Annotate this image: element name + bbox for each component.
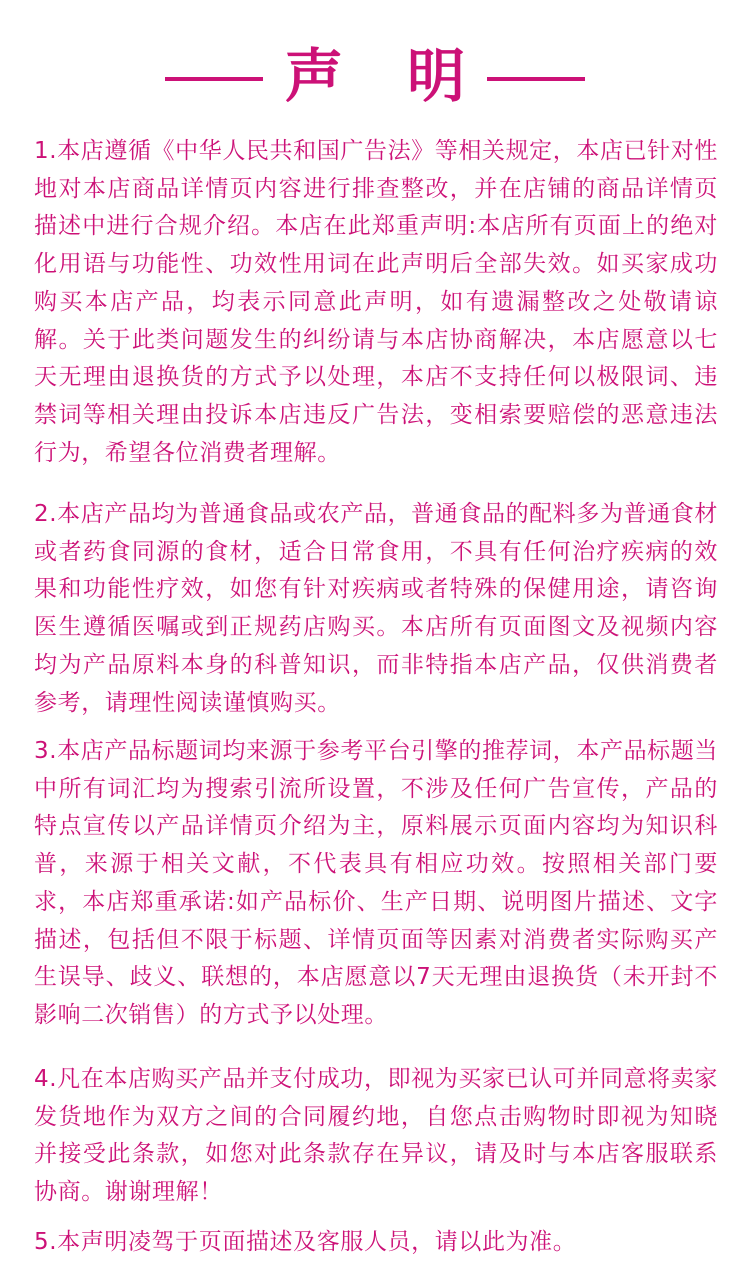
title-right-rule	[487, 77, 585, 81]
statement-paragraph-2: 2.本店产品均为普通食品或农产品，普通食品的配料多为普通食材或者药食同源的食材，适合日常食用，不具有任何治疗疾病的效果和功能性疗效，如您有针对疾病或者特殊的保健用途，请咨询医生遵循医嘱或到正规药店购买。本店所有页面图文及视频内容均为产品原料本身的科普知识，而非特指本店产品，仅供消费者参考，请理性阅读谨慎购买。	[34, 501, 718, 716]
statement-paragraph-1: 1.本店遵循《中华人民共和国广告法》等相关规定，本店已针对性地对本店商品详情页内容进行排查整改，并在店铺的商品详情页描述中进行合规介绍。本店在此郑重声明:本店所有页面上的绝对化用语与功能性、功效性用词在此声明后全部失效。如买家成功购买本店产品，均表示同意此声明，如有遗漏整改之处敬请谅解。关于此类问题发生的纠纷请与本店协商解决，本店愿意以七天无理由退换货的方式予以处理，本店不支持任何以极限词、违禁词等相关理由投诉本店违反广告法，变相索要赔偿的恶意违法行为，希望各位消费者理解。	[34, 138, 718, 466]
page-title: 声 明	[284, 42, 488, 110]
statement-paragraph-5: 5.本声明凌驾于页面描述及客服人员，请以此为准。	[34, 1229, 577, 1255]
statement-paragraph-4: 4.凡在本店购买产品并支付成功，即视为买家已认可并同意将卖家发货地作为双方之间的合同履约地，自您点击购物时即视为知晓并接受此条款，如您对此条款存在异议，请及时与本店客服联系协商。谢谢理解！	[34, 1066, 718, 1206]
page-header	[0, 36, 750, 116]
title-left-rule	[165, 77, 263, 81]
statement-paragraph-3: 3.本店产品标题词均来源于参考平台引擎的推荐词，本产品标题当中所有词汇均为搜索引流所设置，不涉及任何广告宣传，产品的特点宣传以产品详情页介绍为主，原料展示页面内容均为知识科普，来源于相关文献，不代表具有相应功效。按照相关部门要求，本店郑重承诺:如产品标价、生产日期、说明图片描述、文字描述，包括但不限于标题、详情页面等因素对消费者实际购买产生误导、歧义、联想的，本店愿意以7天无理由退换货（未开封不影响二次销售）的方式予以处理。	[34, 738, 718, 1028]
